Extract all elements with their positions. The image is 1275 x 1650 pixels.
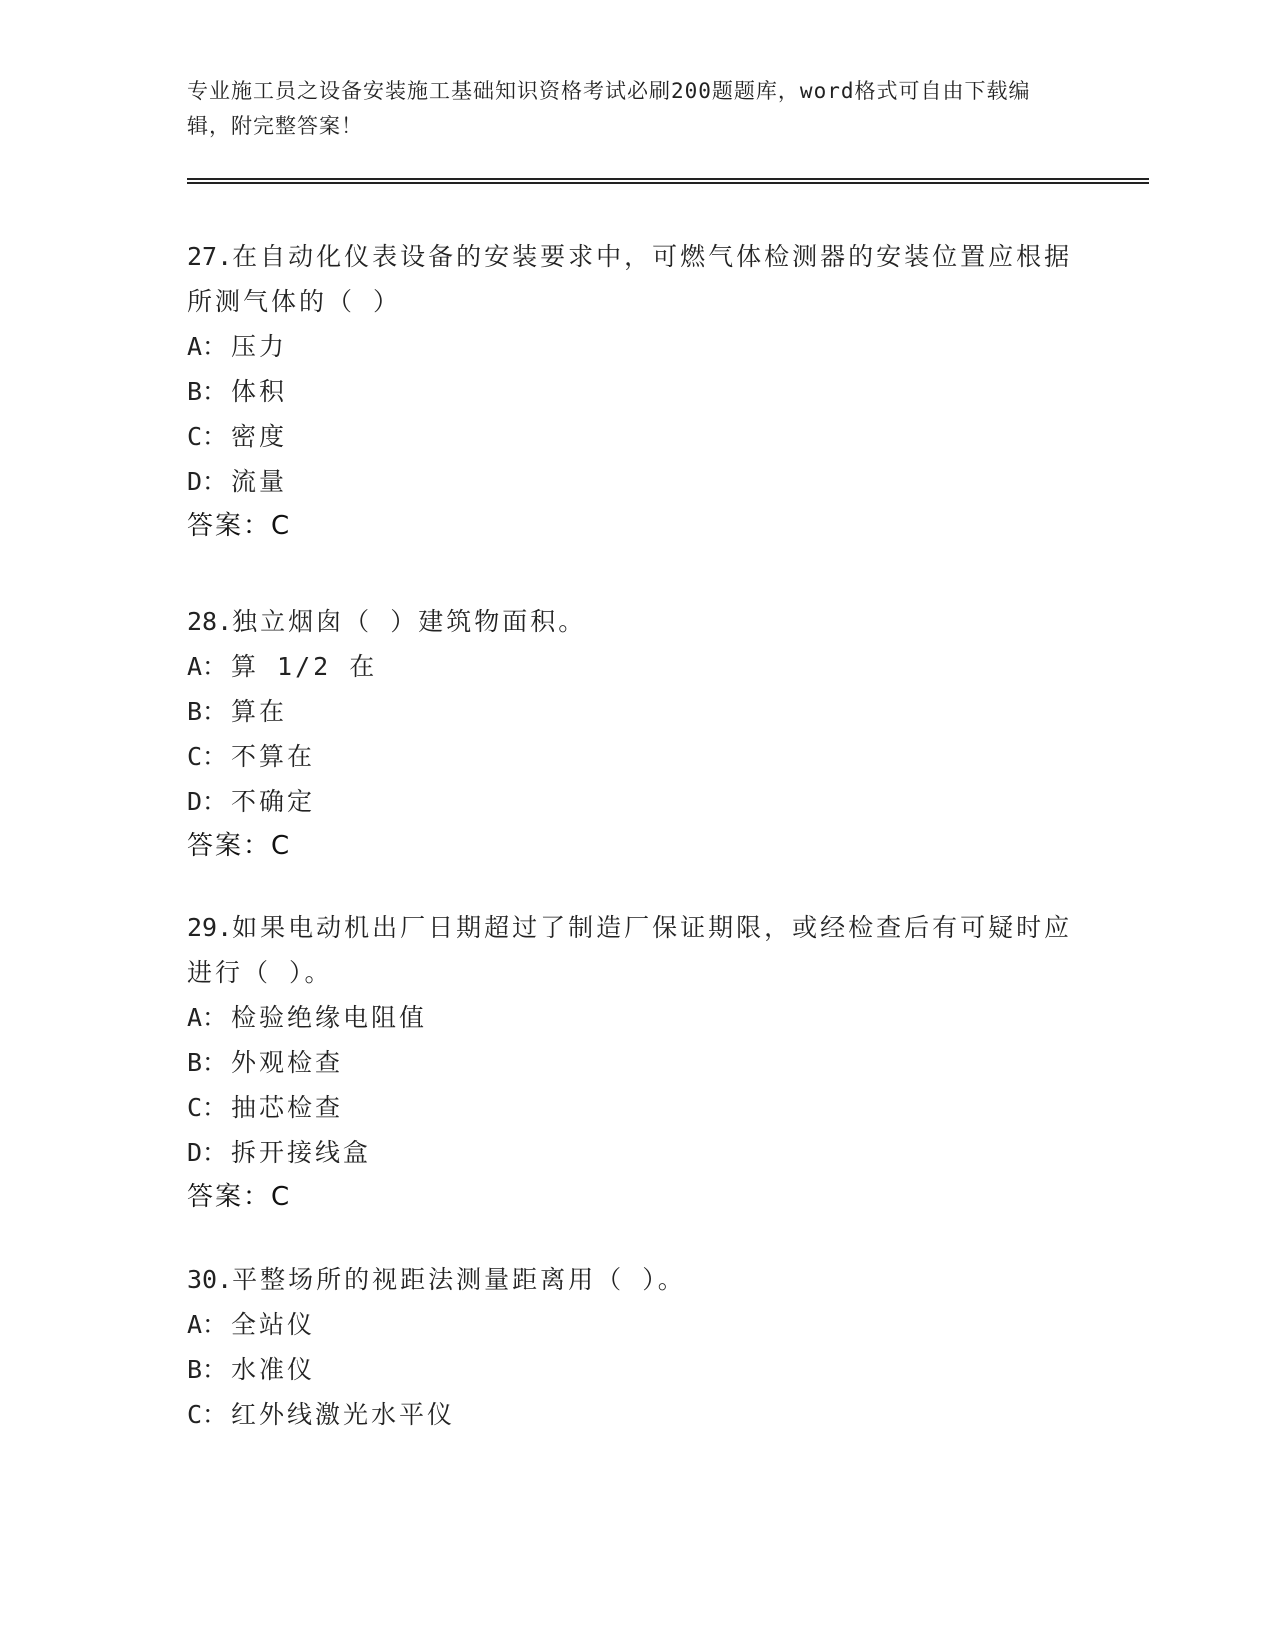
option-text: 全站仪 xyxy=(231,1310,316,1339)
question-text xyxy=(187,1257,1087,1302)
question-stem: 独立烟囱（ ）建筑物面积。 xyxy=(232,607,587,636)
question-text xyxy=(187,905,1087,995)
option-text: 外观检查 xyxy=(231,1048,344,1077)
option-a xyxy=(187,644,1087,689)
option-text: 算 1/2 在 xyxy=(231,652,378,681)
option-letter: A： xyxy=(187,332,228,361)
option-text: 压力 xyxy=(231,332,288,361)
question-stem: 在自动化仪表设备的安装要求中，可燃气体检测器的安装位置应根据所测气体的（ ） xyxy=(187,242,1073,316)
option-text: 算在 xyxy=(231,697,288,726)
option-a xyxy=(187,324,1087,369)
option-text: 红外线激光水平仪 xyxy=(231,1400,456,1429)
option-letter: B： xyxy=(187,1355,228,1384)
question-29 xyxy=(187,905,1087,1257)
option-c xyxy=(187,1085,1087,1130)
question-number: 27. xyxy=(187,242,233,271)
document-header: 专业施工员之设备安装施工基础知识资格考试必刷200题题库，word格式可自由下载编辑，附完整答案！ xyxy=(187,79,1031,138)
question-number: 30. xyxy=(187,1265,233,1294)
question-number: 29. xyxy=(187,913,233,942)
answer-line: 答案：C xyxy=(187,1182,292,1212)
option-c xyxy=(187,1392,1087,1437)
answer-line: 答案：C xyxy=(187,511,292,541)
option-text: 不确定 xyxy=(231,787,316,816)
option-text: 体积 xyxy=(231,377,288,406)
option-c xyxy=(187,414,1087,459)
option-text: 密度 xyxy=(231,422,288,451)
option-d xyxy=(187,779,1087,824)
question-27 xyxy=(187,234,1087,599)
option-d xyxy=(187,1130,1087,1175)
option-letter: B： xyxy=(187,1048,228,1077)
option-letter: B： xyxy=(187,377,228,406)
question-stem: 平整场所的视距法测量距离用（ ）。 xyxy=(232,1265,686,1294)
answer-line: 答案：C xyxy=(187,831,292,861)
option-letter: B： xyxy=(187,697,228,726)
question-stem: 如果电动机出厂日期超过了制造厂保证期限，或经检查后有可疑时应进行（ ）。 xyxy=(187,913,1073,987)
option-b xyxy=(187,689,1087,734)
option-letter: D： xyxy=(187,467,228,496)
option-text: 拆开接线盒 xyxy=(231,1138,372,1167)
question-number: 28. xyxy=(187,607,233,636)
option-letter: A： xyxy=(187,1310,228,1339)
option-letter: C： xyxy=(187,742,228,771)
header-divider-top xyxy=(187,178,1149,180)
option-letter: C： xyxy=(187,1400,228,1429)
option-letter: D： xyxy=(187,1138,228,1167)
option-text: 不算在 xyxy=(231,742,316,771)
option-b xyxy=(187,1347,1087,1392)
question-list xyxy=(187,234,1087,1437)
header-divider-bottom xyxy=(187,182,1149,184)
option-a xyxy=(187,995,1087,1040)
option-c xyxy=(187,734,1087,779)
option-d xyxy=(187,459,1087,504)
option-letter: C： xyxy=(187,422,228,451)
option-b xyxy=(187,369,1087,414)
question-30 xyxy=(187,1257,1087,1437)
option-text: 水准仪 xyxy=(231,1355,316,1384)
question-28 xyxy=(187,599,1087,905)
option-text: 检验绝缘电阻值 xyxy=(231,1003,428,1032)
option-a xyxy=(187,1302,1087,1347)
option-letter: A： xyxy=(187,652,228,681)
option-b xyxy=(187,1040,1087,1085)
option-letter: D： xyxy=(187,787,228,816)
option-text: 抽芯检查 xyxy=(231,1093,344,1122)
option-text: 流量 xyxy=(231,467,288,496)
question-text xyxy=(187,234,1087,324)
option-letter: C： xyxy=(187,1093,228,1122)
option-letter: A： xyxy=(187,1003,228,1032)
question-text xyxy=(187,599,1087,644)
